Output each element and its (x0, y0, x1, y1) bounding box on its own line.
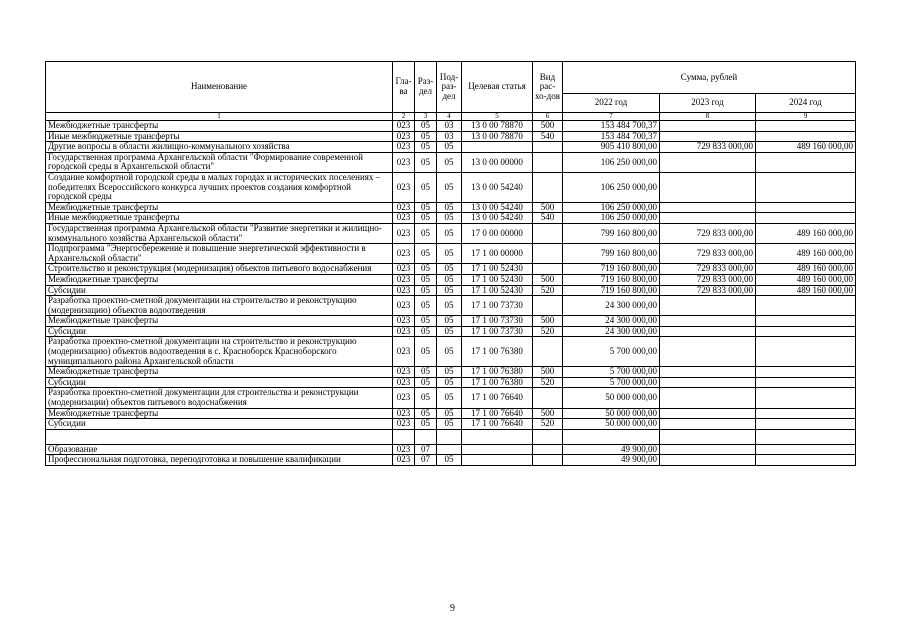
row-glava-cell: 023 (393, 121, 415, 132)
header-year-2022: 2022 год (563, 94, 660, 113)
row-vid-cell (533, 296, 563, 316)
row-razdel-cell (415, 429, 437, 444)
row-vid-cell: 520 (533, 285, 563, 296)
row-target-cell: 17 1 00 52430 (462, 264, 533, 275)
row-sum-2022-cell: 50 000 000,00 (563, 419, 660, 430)
row-name-cell: Создание комфортной городской среды в малых городах и исторических поселениях – победителях Всероссийского конкурса лучших проектов создания комфортной городской среды (46, 172, 393, 202)
row-sum-2023-cell (660, 121, 756, 132)
row-vid-cell: 520 (533, 419, 563, 430)
row-sum-2022-cell: 106 250 000,00 (563, 152, 660, 172)
row-glava-cell: 023 (393, 172, 415, 202)
row-sum-2024-cell (756, 408, 856, 419)
row-sum-2022-cell: 799 160 800,00 (563, 244, 660, 264)
row-target-cell: 17 1 00 76640 (462, 388, 533, 408)
row-podrazdel-cell: 05 (437, 213, 462, 224)
row-sum-2022-cell: 905 410 800,00 (563, 142, 660, 153)
row-vid-cell (533, 444, 563, 455)
header-target: Целевая статья (462, 62, 533, 113)
row-glava-cell: 023 (393, 408, 415, 419)
row-sum-2024-cell (756, 388, 856, 408)
row-sum-2023-cell (660, 377, 756, 388)
row-sum-2024-cell (756, 377, 856, 388)
row-target-cell: 17 1 00 76380 (462, 367, 533, 378)
row-glava-cell: 023 (393, 264, 415, 275)
row-sum-2023-cell (660, 213, 756, 224)
row-target-cell (462, 444, 533, 455)
row-sum-2023-cell: 729 833 000,00 (660, 285, 756, 296)
column-number: 7 (563, 113, 660, 121)
row-glava-cell: 023 (393, 326, 415, 337)
row-name-cell: Межбюджетные трансферты (46, 367, 393, 378)
row-sum-2022-cell: 106 250 000,00 (563, 213, 660, 224)
row-glava-cell: 023 (393, 213, 415, 224)
row-target-cell (462, 429, 533, 444)
row-glava-cell: 023 (393, 142, 415, 153)
header-year-2024: 2024 год (756, 94, 856, 113)
table-row (46, 316, 856, 327)
table-row (46, 377, 856, 388)
header-name: Наименование (46, 62, 393, 113)
header-year-2023: 2023 год (660, 94, 756, 113)
table-row (46, 455, 856, 466)
row-target-cell: 17 1 00 76640 (462, 419, 533, 430)
row-podrazdel-cell: 05 (437, 152, 462, 172)
row-sum-2024-cell (756, 444, 856, 455)
table-row (46, 244, 856, 264)
row-podrazdel-cell: 05 (437, 172, 462, 202)
row-razdel-cell: 05 (415, 337, 437, 367)
table-row (46, 367, 856, 378)
row-sum-2022-cell: 106 250 000,00 (563, 202, 660, 213)
row-sum-2023-cell (660, 444, 756, 455)
row-razdel-cell: 05 (415, 244, 437, 264)
table-row (46, 172, 856, 202)
header-glava: Гла-ва (393, 62, 415, 113)
row-name-cell: Межбюджетные трансферты (46, 121, 393, 132)
row-name-cell: Разработка проектно-сметной документации на строительство и реконструкцию (модернизацию) объектов водоотведения в с. Красноборск Красноборского муниципального района Архангельской области (46, 337, 393, 367)
budget-table (45, 61, 856, 466)
table-row (46, 131, 856, 142)
row-sum-2024-cell (756, 172, 856, 202)
row-sum-2023-cell: 729 833 000,00 (660, 142, 756, 153)
table-row (46, 223, 856, 243)
row-target-cell: 13 0 00 78870 (462, 131, 533, 142)
row-target-cell: 17 0 00 00000 (462, 223, 533, 243)
row-glava-cell: 023 (393, 388, 415, 408)
row-glava-cell: 023 (393, 244, 415, 264)
row-name-cell: Межбюджетные трансферты (46, 202, 393, 213)
row-sum-2023-cell (660, 172, 756, 202)
row-target-cell: 17 1 00 73730 (462, 326, 533, 337)
row-podrazdel-cell: 05 (437, 419, 462, 430)
row-vid-cell (533, 152, 563, 172)
row-vid-cell: 500 (533, 202, 563, 213)
row-razdel-cell: 05 (415, 408, 437, 419)
row-sum-2023-cell (660, 152, 756, 172)
row-sum-2024-cell (756, 213, 856, 224)
row-sum-2023-cell (660, 202, 756, 213)
row-sum-2024-cell (756, 337, 856, 367)
table-body (46, 121, 856, 466)
row-sum-2024-cell (756, 296, 856, 316)
row-sum-2023-cell (660, 316, 756, 327)
row-razdel-cell: 05 (415, 316, 437, 327)
table-row (46, 419, 856, 430)
row-sum-2022-cell: 49 900,00 (563, 444, 660, 455)
column-number: 4 (437, 113, 462, 121)
row-podrazdel-cell: 05 (437, 274, 462, 285)
row-sum-2022-cell: 799 160 800,00 (563, 223, 660, 243)
row-sum-2023-cell: 729 833 000,00 (660, 244, 756, 264)
row-sum-2022-cell: 49 900,00 (563, 455, 660, 466)
table-row (46, 444, 856, 455)
table-row (46, 152, 856, 172)
table-row (46, 326, 856, 337)
row-razdel-cell: 05 (415, 285, 437, 296)
row-podrazdel-cell: 05 (437, 202, 462, 213)
row-razdel-cell: 05 (415, 274, 437, 285)
row-name-cell: Субсидии (46, 326, 393, 337)
row-glava-cell: 023 (393, 152, 415, 172)
row-sum-2022-cell: 5 700 000,00 (563, 377, 660, 388)
row-sum-2022-cell: 24 300 000,00 (563, 326, 660, 337)
row-name-cell: Иные межбюджетные трансферты (46, 131, 393, 142)
row-target-cell (462, 142, 533, 153)
row-sum-2022-cell: 5 700 000,00 (563, 367, 660, 378)
row-vid-cell (533, 244, 563, 264)
table-row (46, 285, 856, 296)
row-sum-2024-cell (756, 326, 856, 337)
row-podrazdel-cell: 05 (437, 367, 462, 378)
row-sum-2024-cell (756, 316, 856, 327)
header-vid: Вид рас-хо-дов (533, 62, 563, 113)
row-target-cell: 17 1 00 52430 (462, 274, 533, 285)
row-vid-cell: 500 (533, 367, 563, 378)
row-vid-cell: 540 (533, 213, 563, 224)
row-vid-cell: 500 (533, 121, 563, 132)
row-sum-2022-cell: 153 484 700,37 (563, 121, 660, 132)
row-vid-cell: 520 (533, 377, 563, 388)
row-podrazdel-cell: 05 (437, 388, 462, 408)
table-row (46, 264, 856, 275)
row-sum-2022-cell: 24 300 000,00 (563, 316, 660, 327)
row-name-cell: Межбюджетные трансферты (46, 408, 393, 419)
row-target-cell: 13 0 00 78870 (462, 121, 533, 132)
row-podrazdel-cell (437, 429, 462, 444)
row-sum-2024-cell (756, 455, 856, 466)
row-sum-2024-cell (756, 131, 856, 142)
row-name-cell: Субсидии (46, 377, 393, 388)
table-row (46, 337, 856, 367)
row-podrazdel-cell: 05 (437, 316, 462, 327)
row-sum-2023-cell (660, 419, 756, 430)
row-sum-2022-cell: 50 000 000,00 (563, 388, 660, 408)
row-vid-cell: 520 (533, 326, 563, 337)
row-target-cell: 17 1 00 52430 (462, 285, 533, 296)
row-glava-cell: 023 (393, 419, 415, 430)
row-target-cell: 17 1 00 73730 (462, 316, 533, 327)
row-glava-cell: 023 (393, 444, 415, 455)
row-glava-cell: 023 (393, 285, 415, 296)
row-target-cell: 17 1 00 00000 (462, 244, 533, 264)
header-podrazdel: Под-раз-дел (437, 62, 462, 113)
row-sum-2023-cell (660, 367, 756, 378)
header-razdel: Раз-дел (415, 62, 437, 113)
table-row (46, 388, 856, 408)
row-glava-cell: 023 (393, 337, 415, 367)
row-target-cell: 13 0 00 54240 (462, 172, 533, 202)
row-target-cell: 13 0 00 54240 (462, 202, 533, 213)
row-vid-cell: 500 (533, 316, 563, 327)
row-podrazdel-cell: 03 (437, 131, 462, 142)
row-sum-2022-cell: 153 484 700,37 (563, 131, 660, 142)
column-number: 2 (393, 113, 415, 121)
row-razdel-cell: 05 (415, 367, 437, 378)
row-vid-cell: 500 (533, 408, 563, 419)
row-glava-cell: 023 (393, 367, 415, 378)
row-vid-cell (533, 337, 563, 367)
row-razdel-cell: 05 (415, 223, 437, 243)
row-sum-2023-cell (660, 337, 756, 367)
row-glava-cell: 023 (393, 296, 415, 316)
row-razdel-cell: 05 (415, 213, 437, 224)
row-glava-cell: 023 (393, 131, 415, 142)
column-number: 1 (46, 113, 393, 121)
row-sum-2023-cell (660, 429, 756, 444)
row-podrazdel-cell: 05 (437, 264, 462, 275)
row-razdel-cell: 05 (415, 152, 437, 172)
row-sum-2022-cell: 24 300 000,00 (563, 296, 660, 316)
row-glava-cell: 023 (393, 202, 415, 213)
row-sum-2024-cell: 489 160 000,00 (756, 223, 856, 243)
row-sum-2023-cell (660, 296, 756, 316)
row-sum-2023-cell: 729 833 000,00 (660, 223, 756, 243)
row-sum-2024-cell: 489 160 000,00 (756, 274, 856, 285)
row-target-cell: 17 1 00 76380 (462, 377, 533, 388)
row-razdel-cell: 05 (415, 388, 437, 408)
row-name-cell: Субсидии (46, 419, 393, 430)
row-sum-2024-cell (756, 367, 856, 378)
row-sum-2023-cell (660, 408, 756, 419)
row-glava-cell: 023 (393, 377, 415, 388)
row-name-cell: Межбюджетные трансферты (46, 316, 393, 327)
row-sum-2022-cell: 719 160 800,00 (563, 274, 660, 285)
row-podrazdel-cell: 05 (437, 455, 462, 466)
row-sum-2024-cell (756, 202, 856, 213)
row-name-cell: Иные межбюджетные трансферты (46, 213, 393, 224)
row-sum-2024-cell: 489 160 000,00 (756, 264, 856, 275)
row-razdel-cell: 05 (415, 131, 437, 142)
row-sum-2022-cell: 719 160 800,00 (563, 285, 660, 296)
row-podrazdel-cell: 05 (437, 285, 462, 296)
row-name-cell: Другие вопросы в области жилищно-коммунального хозяйства (46, 142, 393, 153)
row-glava-cell: 023 (393, 223, 415, 243)
row-sum-2023-cell (660, 388, 756, 408)
row-sum-2022-cell: 5 700 000,00 (563, 337, 660, 367)
row-razdel-cell: 07 (415, 455, 437, 466)
row-glava-cell (393, 429, 415, 444)
row-vid-cell (533, 142, 563, 153)
row-name-cell: Профессиональная подготовка, переподготовка и повышение квалификации (46, 455, 393, 466)
row-name-cell: Строительство и реконструкция (модернизация) объектов питьевого водоснабжения (46, 264, 393, 275)
row-sum-2024-cell (756, 121, 856, 132)
table-row (46, 274, 856, 285)
column-numbers-row (46, 113, 856, 121)
column-number: 3 (415, 113, 437, 121)
row-glava-cell: 023 (393, 274, 415, 285)
row-target-cell (462, 455, 533, 466)
row-sum-2023-cell: 729 833 000,00 (660, 274, 756, 285)
row-vid-cell (533, 455, 563, 466)
row-podrazdel-cell: 05 (437, 326, 462, 337)
row-razdel-cell: 05 (415, 377, 437, 388)
row-vid-cell (533, 388, 563, 408)
row-vid-cell: 540 (533, 131, 563, 142)
row-podrazdel-cell: 05 (437, 408, 462, 419)
page-number: 9 (450, 603, 455, 614)
row-sum-2024-cell: 489 160 000,00 (756, 244, 856, 264)
row-target-cell: 17 1 00 76380 (462, 337, 533, 367)
row-vid-cell (533, 429, 563, 444)
row-razdel-cell: 05 (415, 172, 437, 202)
column-number: 9 (756, 113, 856, 121)
row-sum-2022-cell: 106 250 000,00 (563, 172, 660, 202)
row-sum-2024-cell (756, 152, 856, 172)
row-sum-2023-cell (660, 326, 756, 337)
table-row (46, 429, 856, 444)
table-row (46, 121, 856, 132)
row-target-cell: 13 0 00 00000 (462, 152, 533, 172)
row-vid-cell (533, 172, 563, 202)
row-sum-2022-cell (563, 429, 660, 444)
row-podrazdel-cell: 03 (437, 121, 462, 132)
row-target-cell: 13 0 00 54240 (462, 213, 533, 224)
table-row (46, 202, 856, 213)
row-podrazdel-cell: 05 (437, 337, 462, 367)
row-sum-2024-cell (756, 429, 856, 444)
row-name-cell: Образование (46, 444, 393, 455)
row-podrazdel-cell: 05 (437, 244, 462, 264)
table-row (46, 408, 856, 419)
row-podrazdel-cell (437, 444, 462, 455)
row-name-cell: Государственная программа Архангельской области "Развитие энергетики и жилищно-коммунального хозяйства Архангельской области" (46, 223, 393, 243)
row-vid-cell (533, 264, 563, 275)
row-sum-2024-cell: 489 160 000,00 (756, 285, 856, 296)
row-name-cell: Государственная программа Архангельской области "Формирование современной городской среды в Архангельской области" (46, 152, 393, 172)
row-sum-2023-cell (660, 131, 756, 142)
row-sum-2023-cell (660, 455, 756, 466)
row-sum-2022-cell: 50 000 000,00 (563, 408, 660, 419)
row-podrazdel-cell: 05 (437, 142, 462, 153)
row-razdel-cell: 05 (415, 202, 437, 213)
row-sum-2024-cell (756, 419, 856, 430)
row-razdel-cell: 05 (415, 264, 437, 275)
row-razdel-cell: 05 (415, 142, 437, 153)
row-razdel-cell: 05 (415, 326, 437, 337)
row-name-cell: Разработка проектно-сметной документации на строительство и реконструкцию (модернизацию) объектов водоотведения (46, 296, 393, 316)
table-row (46, 213, 856, 224)
row-glava-cell: 023 (393, 316, 415, 327)
table-row (46, 296, 856, 316)
row-podrazdel-cell: 05 (437, 296, 462, 316)
row-vid-cell (533, 223, 563, 243)
row-vid-cell: 500 (533, 274, 563, 285)
table-row (46, 142, 856, 153)
row-sum-2024-cell: 489 160 000,00 (756, 142, 856, 153)
column-number: 8 (660, 113, 756, 121)
header-sum: Сумма, рублей (563, 62, 856, 94)
row-podrazdel-cell: 05 (437, 377, 462, 388)
row-name-cell: Подпрограмма "Энергосбережение и повышение энергетической эффективности в Архангельской области" (46, 244, 393, 264)
row-podrazdel-cell: 05 (437, 223, 462, 243)
row-name-cell: Субсидии (46, 285, 393, 296)
row-name-cell: Разработка проектно-сметной документации для строительства и реконструкции (модернизации) объектов питьевого водоснабжения (46, 388, 393, 408)
row-name-cell (46, 429, 393, 444)
row-sum-2023-cell: 729 833 000,00 (660, 264, 756, 275)
row-target-cell: 17 1 00 73730 (462, 296, 533, 316)
row-target-cell: 17 1 00 76640 (462, 408, 533, 419)
row-razdel-cell: 05 (415, 296, 437, 316)
column-number: 6 (533, 113, 563, 121)
row-razdel-cell: 05 (415, 419, 437, 430)
column-number: 5 (462, 113, 533, 121)
row-razdel-cell: 07 (415, 444, 437, 455)
row-glava-cell: 023 (393, 455, 415, 466)
row-sum-2022-cell: 719 160 800,00 (563, 264, 660, 275)
row-name-cell: Межбюджетные трансферты (46, 274, 393, 285)
row-razdel-cell: 05 (415, 121, 437, 132)
